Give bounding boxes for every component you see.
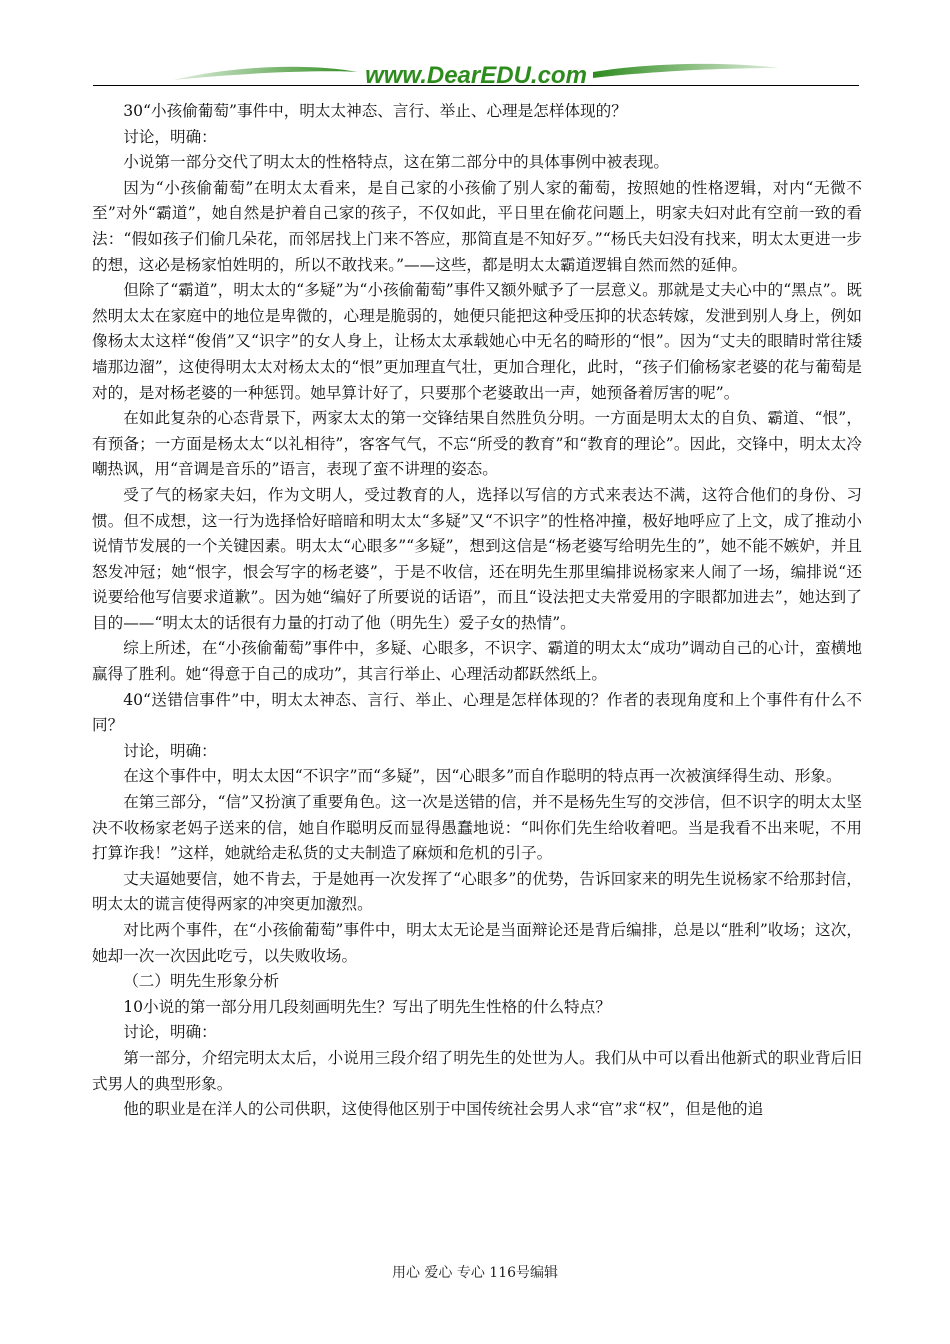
paragraph: 但除了“霸道”，明太太的“多疑”为“小孩偷葡萄”事件又额外赋予了一层意义。那就是丈夫心中的“黑点”。既然明太太在家庭中的地位是卑微的，心理是脆弱的，她便只能把这种受压抑的状态转嫁，发泄到别人身上，例如像杨太太这样“俊俏”又“识字”的女人身上，让杨太太承载她心中无名的畸形的“恨”。因为“丈夫的眼睛时常往矮墙那边溜”，这使得明太太对杨太太的“恨”更加理直气壮，更加合理化，此时，“孩子们偷杨家老婆的花与葡萄是对的，是对杨老婆的一种惩罚。她早算计好了，只要那个老婆敢出一声，她预备着厉害的呢”。 [92, 281, 862, 402]
right-swoosh [593, 64, 779, 78]
site-header-logo [93, 58, 859, 92]
paragraph: 对比两个事件，在“小孩偷葡萄”事件中，明太太无论是当面辩论还是背后编排，总是以“胜利”收场；这次，她却一次一次因此吃亏，以失败收场。 [92, 921, 862, 965]
paragraph: 丈夫逼她要信，她不肯去，于是她再一次发挥了“心眼多”的优势，告诉回家来的明先生说杨家不给那封信，明太太的谎言使得两家的冲突更加激烈。 [92, 869, 862, 914]
header-divider [93, 85, 859, 86]
paragraph: 30“小孩偷葡萄”事件中，明太太神态、言行、举止、心理是怎样体现的？ [123, 102, 627, 120]
paragraph: 在第三部分，“信”又扮演了重要角色。这一次是送错的信，并不是杨先生写的交涉信，但不识字的明太太坚决不收杨家老妈子送来的信，她自作聪明反而显得愚蠢地说：“叫你们先生给收着吧。当是我看不出来呢，不用打算诈我！”这样，她就给走私货的丈夫制造了麻烦和危机的引子。 [92, 793, 862, 863]
paragraph: 讨论，明确： [123, 1023, 217, 1042]
paragraph: 在这个事件中，明太太因“不识字”而“多疑”，因“心眼多”而自作聪明的特点再一次被演绎得生动、形象。 [123, 767, 842, 786]
logo-text: www.DearEDU.com [365, 62, 587, 89]
paragraph: 40“送错信事件”中，明太太神态、言行、举止、心理是怎样体现的？作者的表现角度和上个事件有什么不同？ [92, 690, 862, 735]
paragraph: 受了气的杨家夫妇，作为文明人，受过教育的人，选择以写信的方式来表达不满，这符合他们的身份、习惯。但不成想，这一行为选择恰好暗暗和明太太“多疑”又“不识字”的性格冲撞，极好地呼应了上文，成了推动小说情节发展的一个关键因素。明太太“心眼多”“多疑”，想到这信是“杨老婆写给明先生的”，她不能不嫉妒，并且怒发冲冠；她“恨字，恨会写字的杨老婆”，于是不收信，还在明先生那里编排说杨家来人闹了一场，编排说“还说要给他写信要求道歉”。因为她“编好了所要说的话语”，而且“设法把丈夫常爱用的字眼都加进去”，她达到了目的——“明太太的话很有力量的打动了他（明先生）爱子女的热情”。 [92, 485, 862, 632]
paragraph: 讨论，明确： [123, 741, 217, 760]
paragraph: 10小说的第一部分用几段刻画明先生？写出了明先生性格的什么特点？ [123, 997, 611, 1016]
left-swoosh [173, 67, 358, 80]
paragraph: 小说第一部分交代了明太太的性格特点，这在第二部分中的具体事例中被表现。 [123, 153, 669, 172]
paragraph: 在如此复杂的心态背景下，两家太太的第一交锋结果自然胜负分明。一方面是明太太的自负、霸道、“恨”，有预备；一方面是杨太太“以礼相待”，客客气气，不忘“所受的教育”和“教育的理论”。因此，交锋中，明太太冷嘲热讽，用“音调是音乐的”语言，表现了蛮不讲理的姿态。 [92, 409, 862, 479]
header-swoosh-graphic [93, 58, 859, 92]
paragraph: 因为“小孩偷葡萄”在明太太看来，是自己家的小孩偷了别人家的葡萄，按照她的性格逻辑，对内“无微不至”对外“霸道”，她自然是护着自己家的孩子，不仅如此，平日里在偷花问题上，明家夫妇对此有空前一致的看法：“假如孩子们偷几朵花，而邻居找上门来不答应，那简直是不知好歹。”“杨氏夫妇没有找来，明太太更进一步的想，这必是杨家怕姓明的，所以不敢找来。”——这些，都是明太太霸道逻辑自然而然的延伸。 [92, 178, 862, 274]
page-footer: 用心 爱心 专心 116号编辑 [391, 1265, 559, 1281]
paragraph: 综上所述，在“小孩偷葡萄”事件中，多疑、心眼多，不识字、霸道的明太太“成功”调动自己的心计，蛮横地赢得了胜利。她“得意于自己的成功”，其言行举止、心理活动都跃然纸上。 [92, 639, 862, 684]
section-heading: （二）明先生形象分析 [123, 972, 280, 991]
paragraph: 第一部分，介绍完明太太后，小说用三段介绍了明先生的处世为人。我们从中可以看出他新式的职业背后旧式男人的典型形象。 [92, 1048, 862, 1093]
paragraph: 讨论，明确： [123, 127, 217, 146]
paragraph: 他的职业是在洋人的公司供职，这使得他区别于中国传统社会男人求“官”求“权”，但是他的追 [123, 1100, 764, 1119]
document-body [92, 99, 862, 1123]
